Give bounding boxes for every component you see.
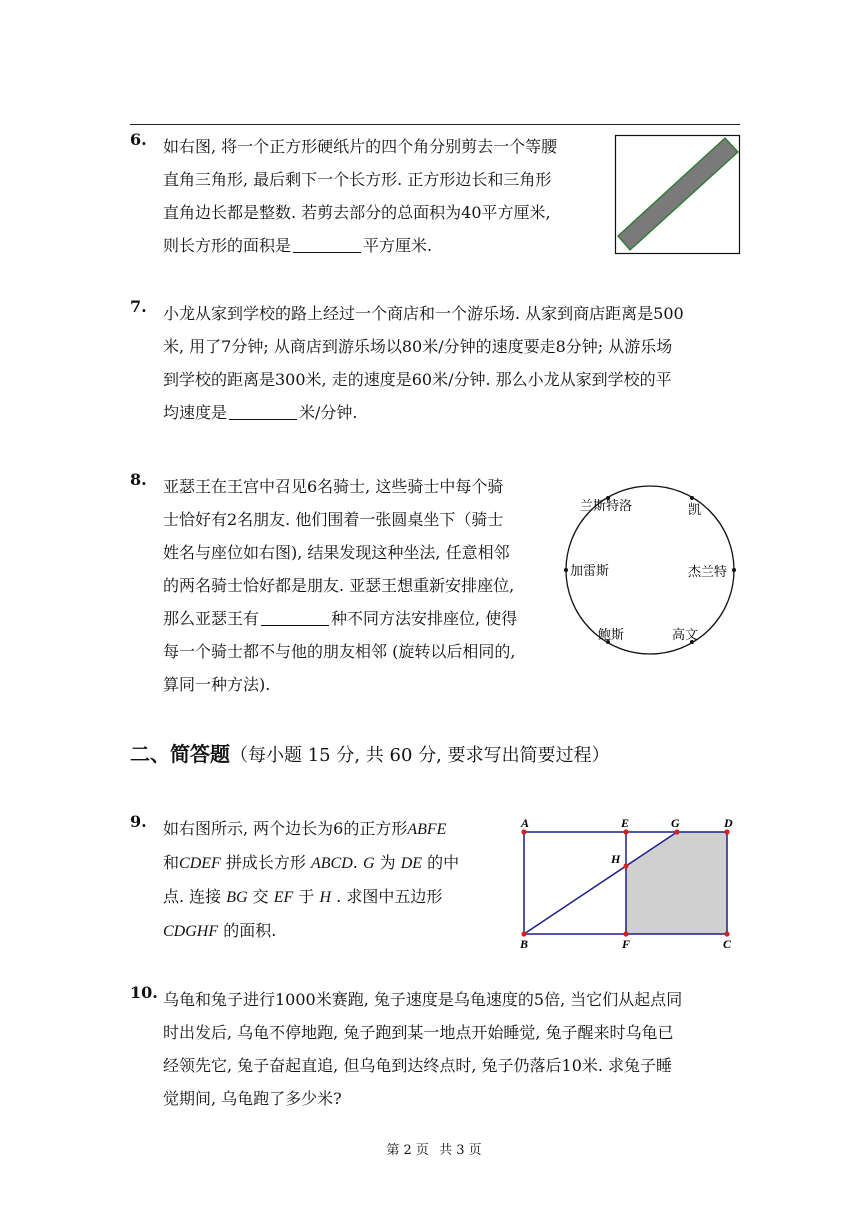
text-line: 到学校的距离是300米, 走的速度是60米/分钟. 那么小龙从家到学校的平 (163, 370, 672, 389)
knight-name: 凯 (688, 503, 702, 518)
text-line: 直角三角形, 最后剩下一个长方形. 正方形边长和三角形 (163, 170, 552, 189)
knight-name: 鲍斯 (598, 628, 625, 643)
problem-number: 6. (130, 130, 147, 149)
figure-8-round-table (560, 478, 742, 662)
label-f: F (622, 937, 631, 951)
page-total: 共 3 页 (439, 1143, 482, 1158)
text-line: 如右图所示, 两个边长为6的正方形ABFE (163, 819, 447, 838)
figure-6-square (614, 134, 742, 256)
knight-name: 高文 (672, 628, 699, 643)
text-line: 的两名骑士恰好都是朋友. 亚瑟王想重新安排座位, (163, 576, 515, 595)
label-g: G (671, 816, 680, 830)
point-e (623, 829, 628, 834)
text-line: 算同一种方法). (163, 675, 271, 694)
section-note: （每小题 15 分, 共 60 分, 要求写出简要过程） (230, 745, 610, 766)
point-b (521, 931, 526, 936)
point-f (623, 931, 628, 936)
point-g (674, 829, 679, 834)
text-line: 直角边长都是整数. 若剪去部分的总面积为40平方厘米, (163, 203, 551, 222)
seat-dot (732, 568, 736, 572)
text-line: 经领先它, 兔子奋起直追, 但乌龟到达终点时, 兔子仍落后10米. 求兔子睡 (163, 1056, 673, 1075)
text-line: 小龙从家到学校的路上经过一个商店和一个游乐场. 从家到商店距离是500 (163, 304, 684, 323)
text-line: 点. 连接 BG 交 EF 于 H . 求图中五边形 (163, 887, 443, 906)
knight-name: 加雷斯 (570, 564, 610, 579)
point-h (623, 863, 628, 868)
label-a: A (521, 816, 530, 830)
page-footer (0, 1139, 868, 1158)
problem-number: 10. (130, 983, 158, 1002)
remaining-rectangle (618, 138, 738, 250)
text-line: 均速度是 米/分钟. (163, 403, 358, 422)
text-line: 和CDEF 拼成长方形 ABCD. G 为 DE 的中 (163, 853, 460, 872)
text-line: 觉期间, 乌龟跑了多少米? (163, 1089, 342, 1108)
problem-number: 7. (130, 297, 147, 316)
seat-dot (690, 496, 694, 500)
label-e: E (621, 816, 630, 830)
problem-number: 9. (130, 812, 147, 831)
label-d: D (724, 816, 733, 830)
text-line: 姓名与座位如右图), 结果发现这种坐法, 任意相邻 (163, 543, 510, 562)
answer-blank (229, 401, 297, 420)
problem-text (163, 297, 684, 429)
text-line: 时出发后, 乌龟不停地跑, 兔子跑到某一地点开始睡觉, 兔子醒来时乌龟已 (163, 1023, 674, 1042)
text-line: 则长方形的面积是 平方厘米. (163, 236, 433, 255)
section-title: 二、简答题 (130, 742, 230, 766)
answer-blank (261, 607, 329, 626)
point-a (521, 829, 526, 834)
shaded-pentagon (626, 832, 727, 934)
label-b: B (520, 937, 529, 951)
problem-text (163, 812, 459, 948)
header-rule (130, 124, 740, 125)
answer-blank (293, 234, 361, 253)
problem-number: 8. (130, 470, 147, 489)
figure-9-rectangle (512, 814, 744, 952)
label-h: H (611, 852, 621, 866)
knight-name: 杰兰特 (688, 565, 728, 580)
problem-text (163, 470, 517, 701)
problem-text (163, 983, 682, 1115)
page-number: 第 2 页 (386, 1143, 429, 1158)
text-line: 士恰好有2名朋友. 他们围着一张圆桌坐下（骑士 (163, 510, 504, 529)
text-line: 米, 用了7分钟; 从商店到游乐场以80米/分钟的速度要走8分钟; 从游乐场 (163, 337, 673, 356)
section-heading (130, 738, 610, 767)
text-line: 那么亚瑟王有 种不同方法安排座位, 使得 (163, 609, 518, 628)
seat-dot (564, 568, 568, 572)
label-c: C (723, 937, 732, 951)
knight-name: 兰斯特洛 (580, 499, 633, 514)
text-line: 每一个骑士都不与他的朋友相邻 (旋转以后相同的, (163, 642, 516, 661)
point-d (724, 829, 729, 834)
problem-text (163, 130, 557, 262)
text-line: 乌龟和兔子进行1000米赛跑, 兔子速度是乌龟速度的5倍, 当它们从起点同 (163, 990, 683, 1009)
text-line: 如右图, 将一个正方形硬纸片的四个角分别剪去一个等腰 (163, 137, 558, 156)
text-line: 亚瑟王在王宫中召见6名骑士, 这些骑士中每个骑 (163, 477, 504, 496)
point-c (724, 931, 729, 936)
text-line: CDGHF 的面积. (163, 921, 277, 940)
